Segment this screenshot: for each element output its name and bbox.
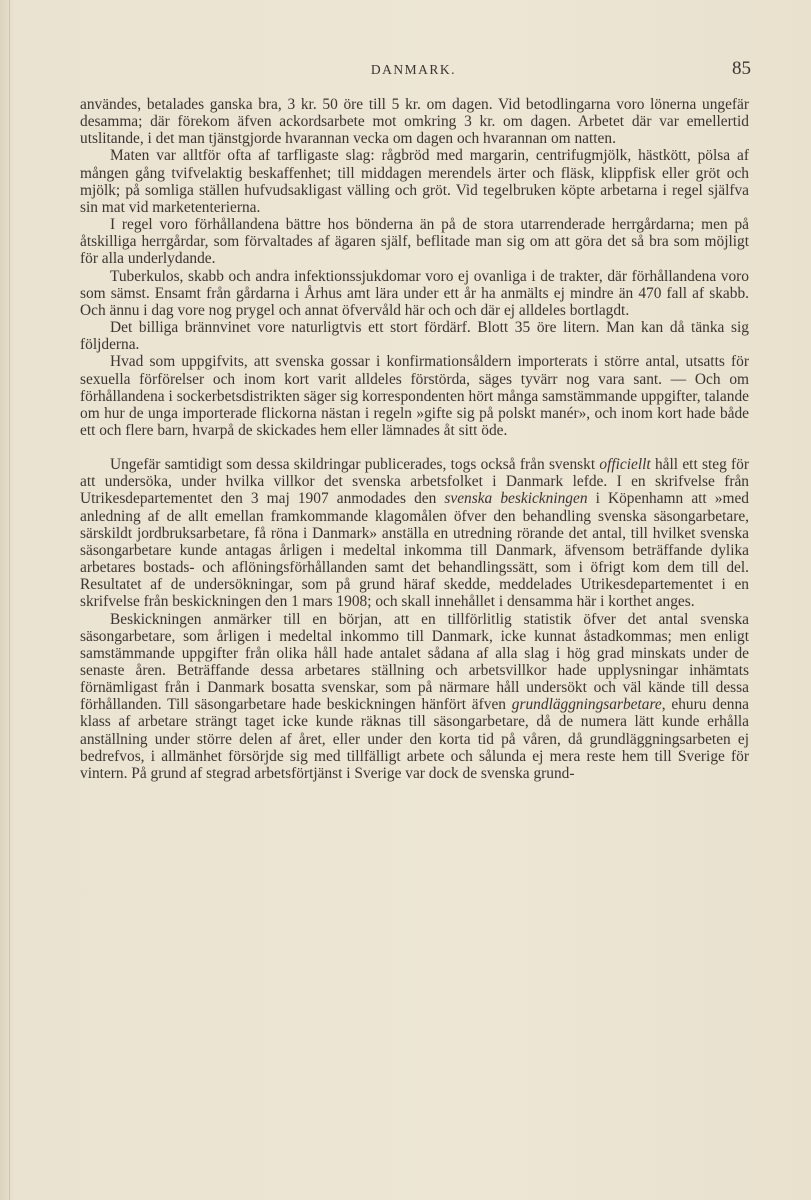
page-header: [76, 58, 751, 80]
body-text: [80, 96, 749, 782]
paragraph: användes, betalades ganska bra, 3 kr. 50 öre till 5 kr. om dagen. Vid betodlingarna voro lönerna ungefär desamma; där förekom äfven ackordsarbete mot omkring 3 kr. om dagen. Arbetet där var emellertid utslitande, i det man tjänstgjorde hvarannan vecka om dagen och hvarannan om natten.: [80, 96, 749, 148]
paragraph-text: Beskickningen anmärker till en början, att en tillförlitlig statistik öfver det antal svenska säsongarbetare, som årligen i medeltal inkommo till Danmark, icke kunnat åstadkommas; men enligt samstämmande uppgifter från olika håll hade antalet sådana af alla slag i hög grad minskats under de senaste åren. Beträffande dessa arbetares ställning och arbetsvillkor hade upplysningar inhämtats förnämligast från i Danmark bosatta svenskar, som på närmare håll undersökt och väl kände till dessa förhållanden. Till säsongarbetare hade beskickningen hänfört äfven: [80, 610, 749, 714]
page-number: 85: [732, 58, 751, 79]
paragraph-text: håll ett steg för att undersöka, under hvilka villkor det svenska arbetsfolket i Danmark lefde. I en skrifvelse från Utrikesdepartementet den 3 maj 1907 anmodades den: [80, 456, 750, 508]
paragraph: Hvad som uppgifvits, att svenska gossar i konfirmationsåldern importerats i större antal, utsatts för sexuella förförelser och inom kort varit alldeles förstörda, säges tyvärr nog vara sant. — Och om förhållandena i sockerbetsdistrikten säger sig korrespondenten hört många samstämmande uppgifter, talande om hur de unga importerade flickorna nästan i regeln »gifte sig på polskt manér», och inom kort hade både ett och flere barn, hvarpå de skickades hem eller lämnades åt sitt öde.: [80, 353, 749, 439]
page-edge: [9, 0, 10, 1200]
paragraph-text: Ungefär samtidigt som dessa skildringar publicerades, togs också från svenskt: [110, 456, 600, 474]
paragraph: [80, 456, 749, 610]
paragraph-text: , ehuru denna klass af arbetare strängt taget icke kunde räknas till säsongarbetare, då de numera lätt kunde erhålla anställning under större delen af året, eller under den korta tid på våren, då grundläggningsarbeten ej bedrefvos, i allmänhet försörjde sig med tillfälligt arbete och sålunda ej mera reste hem till Sverige för vintern. På grund af stegrad arbetsförtjänst i Sverige var dock de svenska grund-: [80, 696, 749, 782]
emphasis-text: officiellt: [599, 456, 651, 474]
paragraph: Det billiga brännvinet vore naturligtvis ett stort fördärf. Blott 35 öre litern. Man kan då tänka sig följderna.: [80, 319, 749, 354]
running-head: DANMARK.: [370, 62, 457, 77]
paragraph: I regel voro förhållandena bättre hos bönderna än på de stora utarrenderade herrgårdarna; men på åtskilliga herrgårdar, som förvaltades af ägaren själf, beflitade man sig om att göra det så bra som möjligt för alla underlydande.: [80, 216, 749, 268]
paragraph: Tuberkulos, skabb och andra infektionssjukdomar voro ej ovanliga i de trakter, där förhållandena voro som sämst. Ensamt från gårdarna i Århus amt lära under ett år ha anmälts ej mindre än 470 fall af skabb. Och ännu i dag vore nog prygel och annat öfvervåld här och och där ej alldeles bortlagdt.: [80, 267, 749, 319]
paragraph: [80, 611, 749, 783]
paragraph: Maten var alltför ofta af tarfligaste slag: rågbröd med margarin, centrifugmjölk, hästkött, pölsa af mången gång tvifvelaktig beskaffenhet; till middagen merendels ärter och fläsk, klippfisk eller gröt och mjölk; på somliga ställen hufvudsakligast välling och gröt. Vid tegelbruken köpte arbetarna i regel själfva sin mat vid marketenterierna.: [80, 147, 749, 216]
emphasis-text: svenska beskickningen: [444, 490, 588, 508]
emphasis-text: grundläggningsarbetare: [511, 696, 662, 714]
paragraph-text: i Köpenhamn att »med anledning af de allt emellan framkommande klagomålen öfver den behandling svenska säsongarbetare, särskildt jordbruksarbetare, få röna i Danmark» anställa en utredning rörande det antal, till hvilket svenska säsongarbetare kunde antagas årligen i medeltal inkomma till Danmark, äfvensom beträffande dylika arbetares bostads- och aflöningsförhållanden samt det behandlingssätt, som i öfrigt kom dem till del. Resultatet af de undersökningar, som på grund häraf skedde, meddelades Utrikesdepartementet i en skrifvelse från beskickningen den 1 mars 1908; och skall innehållet i densamma här i korthet anges.: [80, 490, 749, 611]
